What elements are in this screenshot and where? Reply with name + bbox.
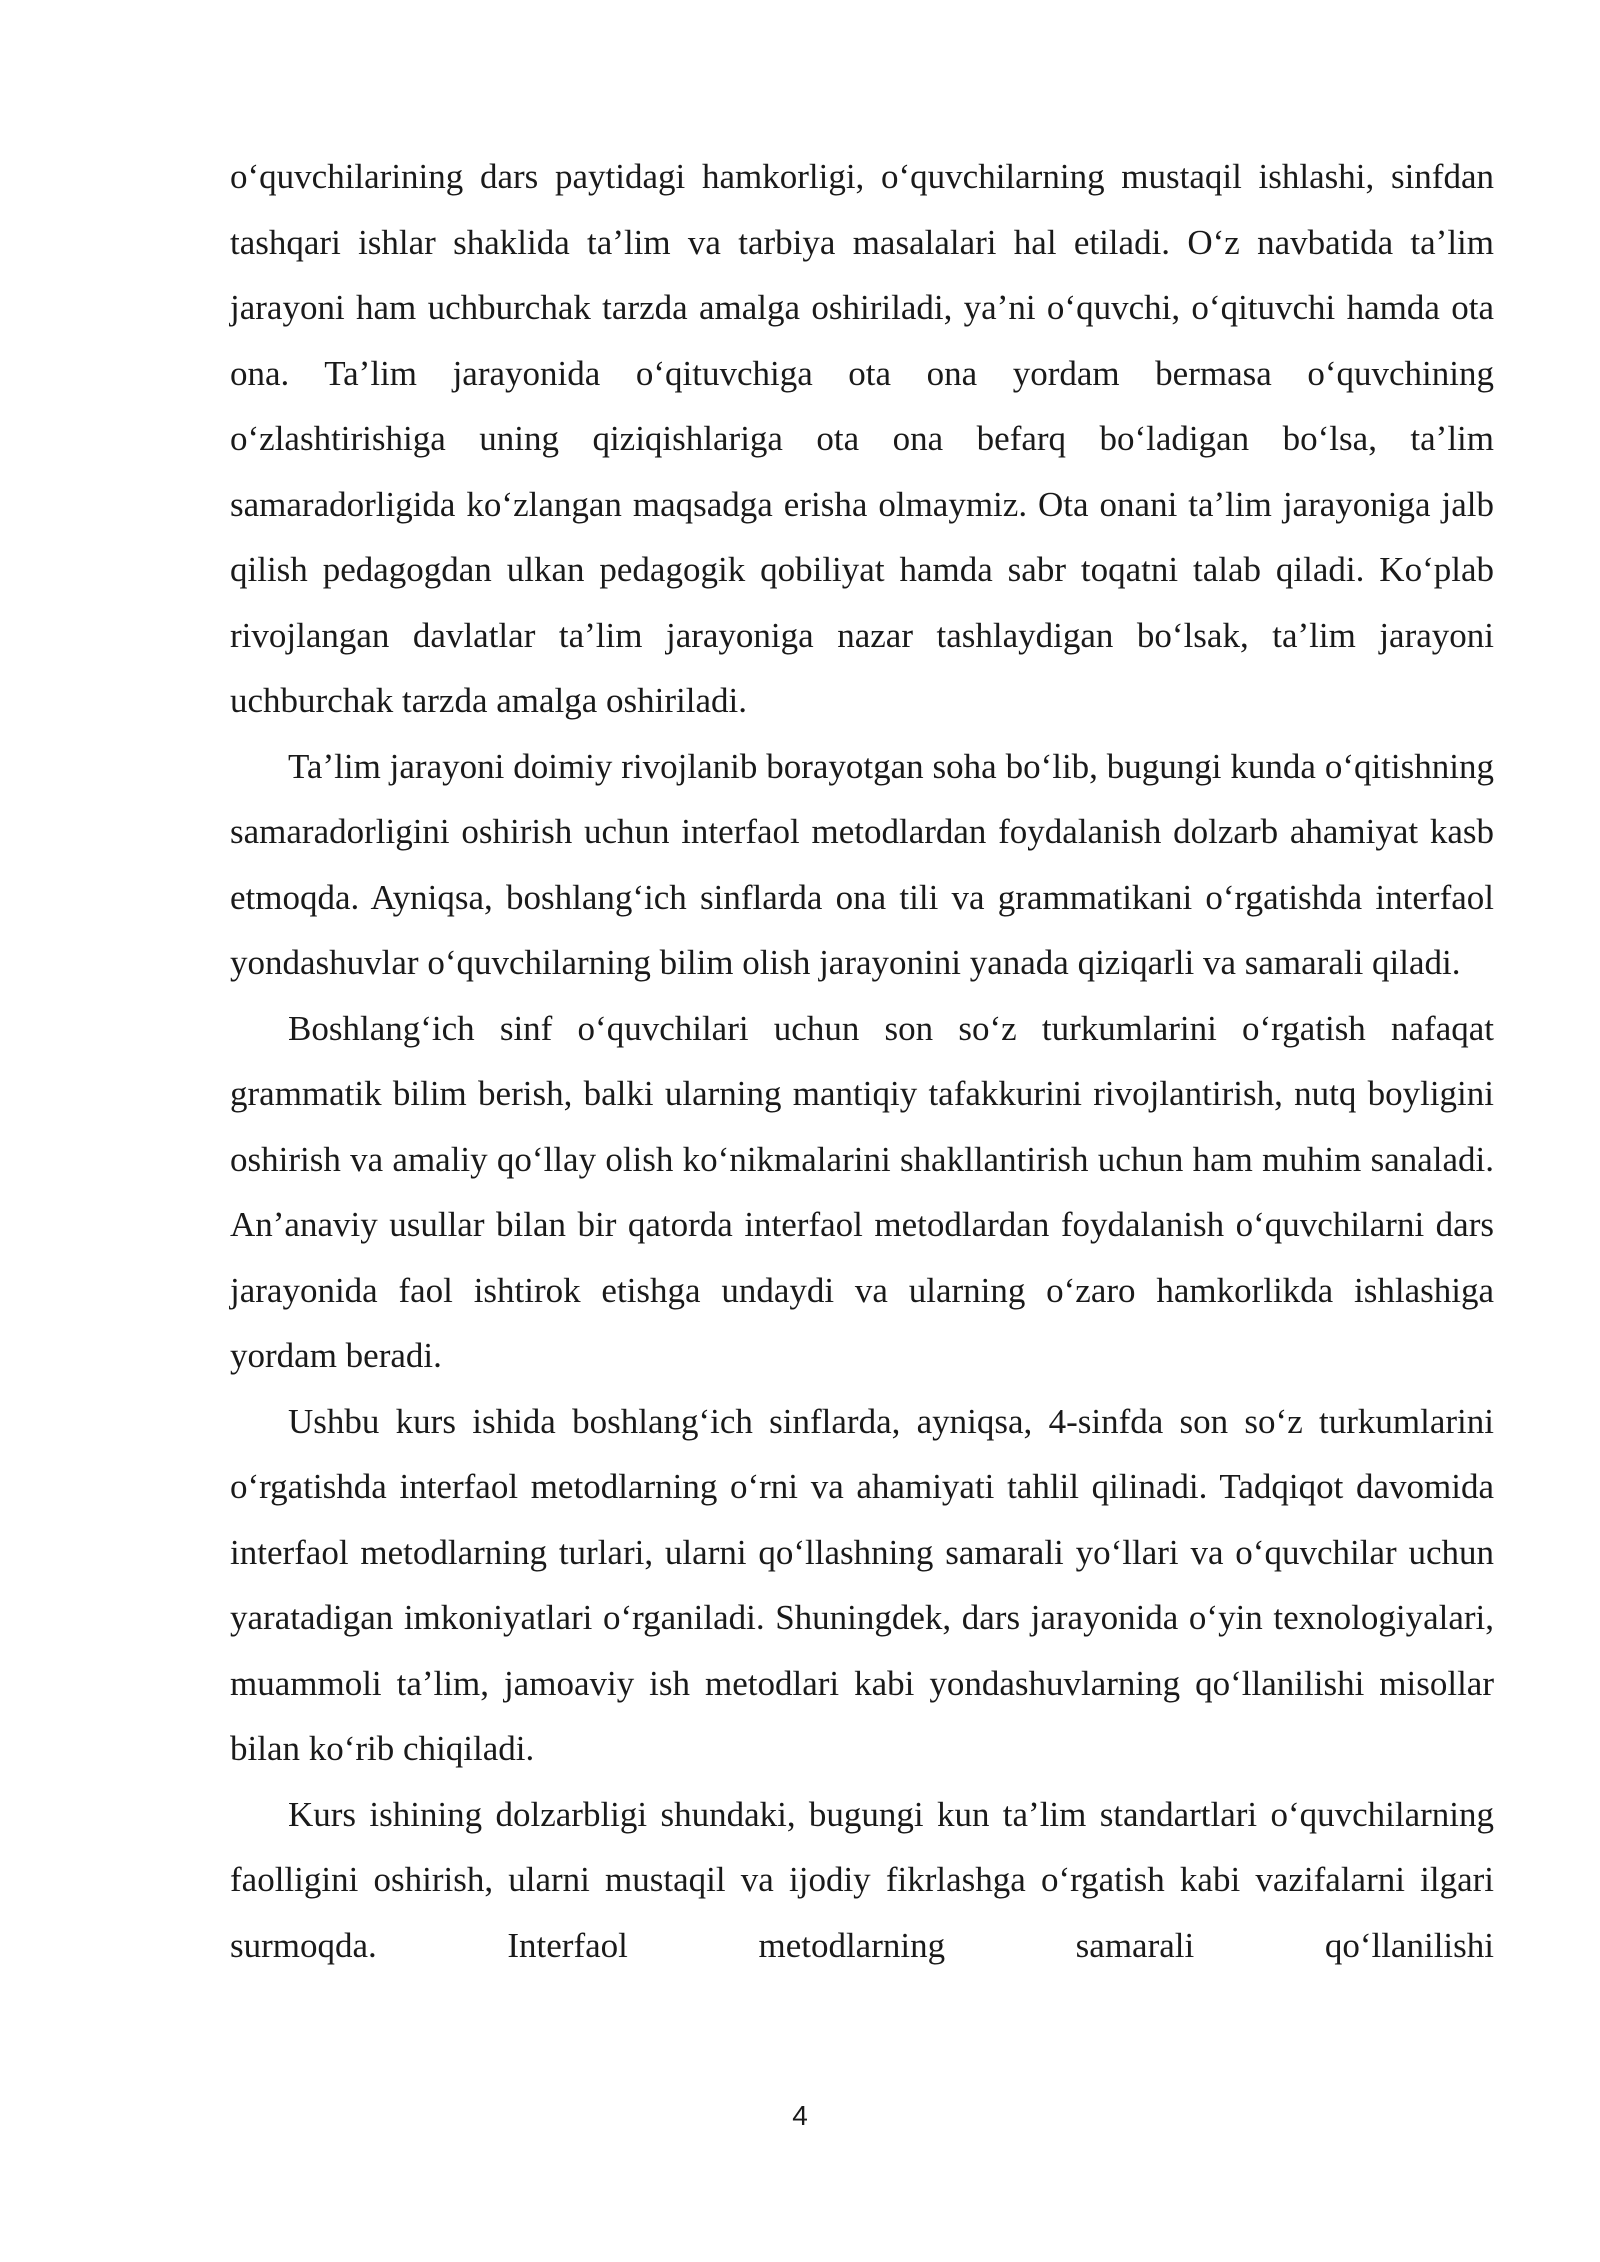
- paragraph-1: oʻquvchilarining dars paytidagi hamkorligi, oʻquvchilarning mustaqil ishlashi, sinfdan tashqari ishlar shaklida taʼlim va tarbiya masalalari hal etiladi. Oʻz navbatida taʼlim jarayoni ham uchburchak tarzda amalga oshiriladi, yaʼni oʻquvchi, oʻqituvchi hamda ota ona. Taʼlim jarayonida oʻqituvchiga ota ona yordam bermasa oʻquvchining oʻzlashtirishiga uning qiziqishlariga ota ona befarq boʻladigan boʻlsa, taʼlim samaradorligida koʻzlangan maqsadga erisha olmaymiz. Ota onani taʼlim jarayoniga jalb qilish pedagogdan ulkan pedagogik qobiliyat hamda sabr toqatni talab qiladi. Koʻplab rivojlangan davlatlar taʼlim jarayoniga nazar tashlaydigan boʻlsak, taʼlim jarayoni uchburchak tarzda amalga oshiriladi.: [230, 157, 1494, 720]
- paragraph-5: Kurs ishining dolzarbligi shundaki, bugungi kun taʼlim standartlari oʻquvchilarning faolligini oshirish, ularni mustaqil va ijodiy fikrlashga oʻrgatish kabi vazifalarni ilgari surmoqda. Interfaol metodlarning samarali qoʻllanilishi: [230, 1794, 1494, 1965]
- paragraph-2: Taʼlim jarayoni doimiy rivojlanib borayotgan soha boʻlib, bugungi kunda oʻqitishning samaradorligini oshirish uchun interfaol metodlardan foydalanish dolzarb ahamiyat kasb etmoqda. Ayniqsa, boshlangʻich sinflarda ona tili va grammatikani oʻrgatishda interfaol yondashuvlar oʻquvchilarning bilim olish jarayonini yanada qiziqarli va samarali qiladi.: [230, 746, 1494, 982]
- page-number: 4: [792, 2100, 808, 2131]
- body-text: [230, 144, 1494, 1978]
- paragraph-3: Boshlangʻich sinf oʻquvchilari uchun son soʻz turkumlarini oʻrgatish nafaqat grammatik bilim berish, balki ularning mantiqiy tafakkurini rivojlantirish, nutq boyligini oshirish va amaliy qoʻllay olish koʻnikmalarini shakllantirish uchun ham muhim sanaladi. Anʼanaviy usullar bilan bir qatorda interfaol metodlardan foydalanish oʻquvchilarni dars jarayonida faol ishtirok etishga undaydi va ularning oʻzaro hamkorlikda ishlashiga yordam beradi.: [230, 1008, 1494, 1375]
- paragraph-4: Ushbu kurs ishida boshlangʻich sinflarda, ayniqsa, 4-sinfda son soʻz turkumlarini oʻrgatishda interfaol metodlarning oʻrni va ahamiyati tahlil qilinadi. Tadqiqot davomida interfaol metodlarning turlari, ularni qoʻllashning samarali yoʻllari va oʻquvchilar uchun yaratadigan imkoniyatlari oʻrganiladi. Shuningdek, dars jarayonida oʻyin texnologiyalari, muammoli taʼlim, jamoaviy ish metodlari kabi yondashuvlarning qoʻllanilishi misollar bilan koʻrib chiqiladi.: [230, 1401, 1494, 1768]
